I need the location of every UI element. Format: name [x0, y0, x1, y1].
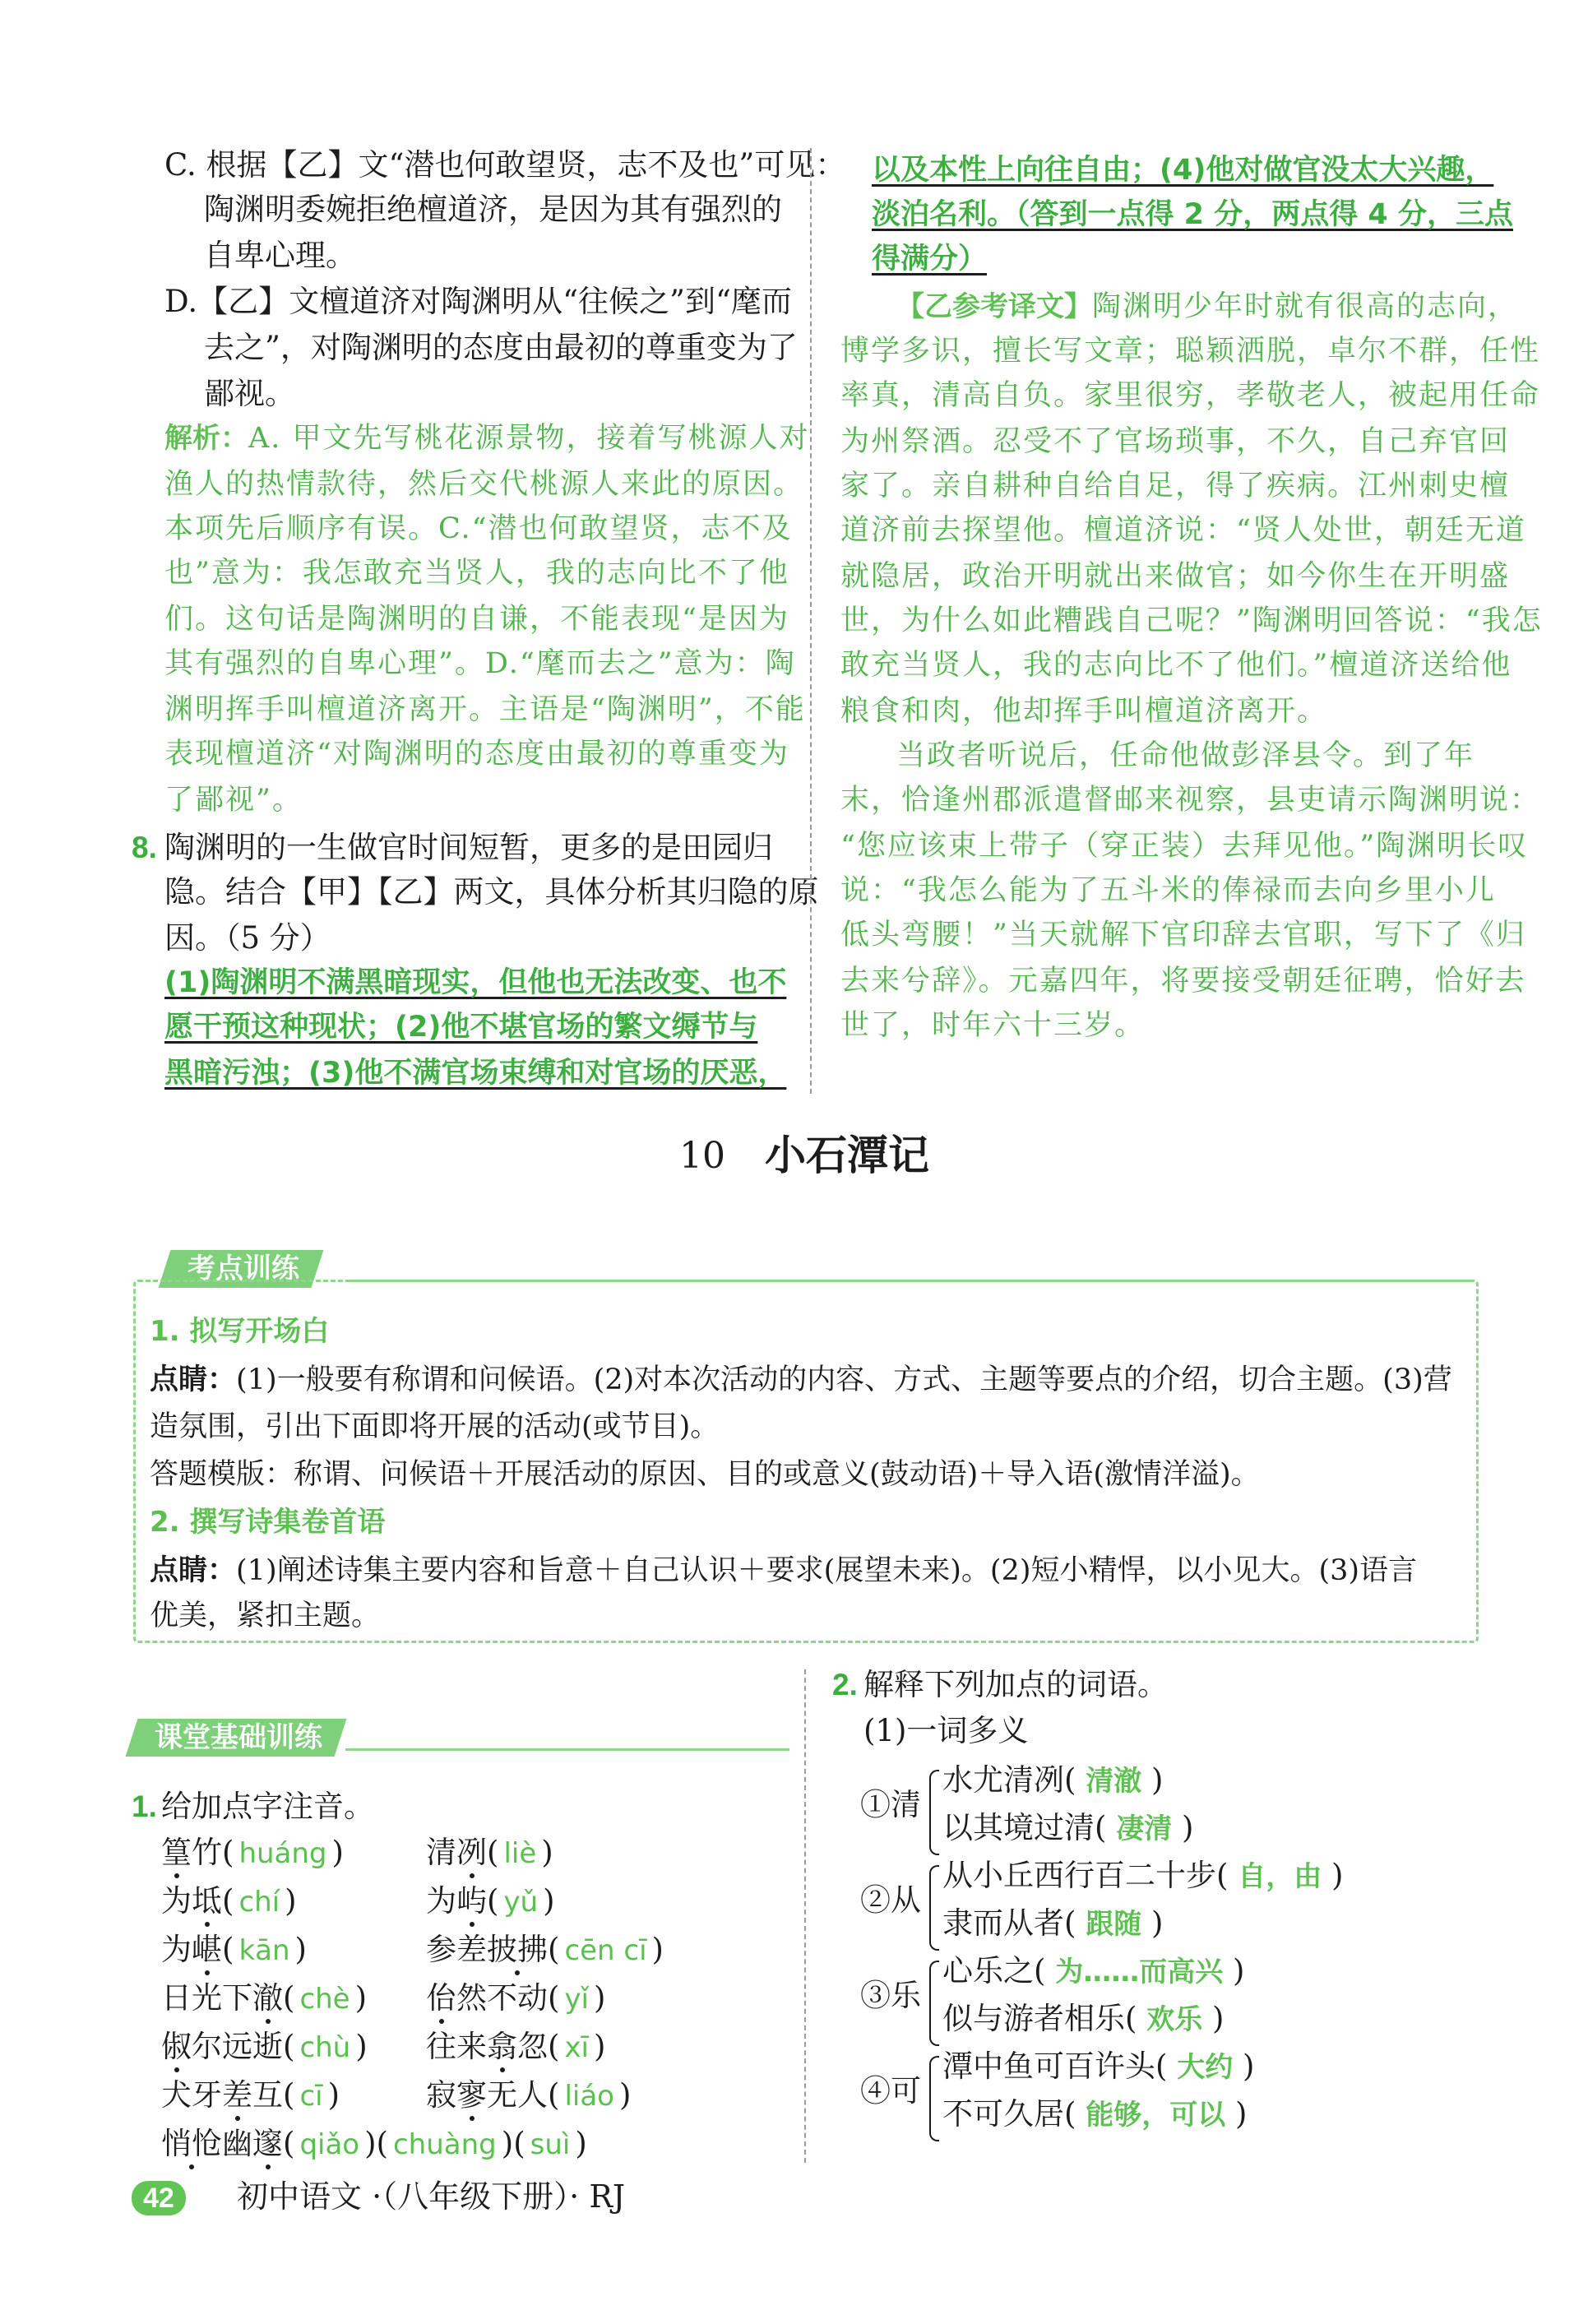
translation-line: 博学多识，擅长写文章；聪颖洒脱，卓尔不群，任性 [840, 335, 1541, 368]
page-number-badge: 42 [132, 2181, 186, 2215]
paren-close: ) [501, 2126, 514, 2161]
word-part: 为 [161, 1932, 192, 1967]
polysemy-sentence: 隶而从者 [942, 1905, 1064, 1941]
question-8-line3: 因。（5 分） [164, 920, 331, 956]
question-2-sub: (1)一词多义 [863, 1713, 1029, 1748]
pinyin-answer: kān [238, 1934, 290, 1967]
paren-close: ) [1172, 1810, 1194, 1845]
dotted-character: 篁 [161, 1835, 192, 1870]
paren-open: ( [283, 2126, 295, 2161]
polysemy-item [942, 1812, 1193, 1843]
polysemy-item [942, 2049, 1255, 2084]
polysemy-answer: 为……而高兴 [1055, 1956, 1224, 1988]
paren-close: ) [1141, 1762, 1164, 1798]
pinyin-answer: chè [299, 1983, 350, 2016]
paren-open: ( [548, 1932, 560, 1967]
paren-close: ) [575, 2126, 587, 2161]
polysemy-label: ④可 [860, 2073, 921, 2109]
translation-line: 世，为什么如此糟践自己呢？”陶渊明回答说：“我怎 [840, 604, 1543, 637]
polysemy-answer: 跟随 [1086, 1908, 1142, 1941]
polysemy-sentence: 水尤清冽 [942, 1762, 1064, 1798]
option-d-line1: D.【乙】文檀道济对陶渊明从“往候之”到“麾而 [164, 284, 792, 319]
dotted-character: 澈 [252, 1980, 283, 2016]
polysemy-label: ①清 [860, 1787, 921, 1822]
paren-close: ) [364, 2126, 377, 2161]
kaodian-p2-line1 [150, 1553, 1418, 1587]
option-c-line2: 陶渊明委婉拒绝檀道济，是因为其有强烈的 [204, 192, 782, 227]
question-2-text: 解释下列加点的词语。 [863, 1667, 1168, 1702]
polysemy-label: ②从 [860, 1882, 921, 1918]
paren-open: ( [376, 2126, 388, 2161]
kaodian-text: (1)阐述诗集主要内容和旨意＋自己认识＋要求(展望未来)。(2)短小精悍，以小见大。(3)语言 [236, 1554, 1418, 1587]
brace-bracket [929, 1865, 939, 1951]
option-c-line1: C. 根据【乙】文“潜也何敢望贤，志不及也”可见： [164, 147, 846, 183]
paren-close: ) [1225, 2096, 1248, 2132]
paren-open: ( [513, 2126, 525, 2161]
paren-open: ( [1064, 2096, 1086, 2132]
paren-close: ) [618, 2077, 632, 2113]
translation-first-line [896, 290, 1519, 323]
paren-open: ( [1034, 1953, 1056, 1988]
pinyin-answer-group [222, 1835, 344, 1870]
pinyin-answer: cēn cī [564, 1934, 647, 1967]
paren-open: ( [283, 2029, 295, 2064]
dianjing-label: 点睛： [150, 1363, 237, 1396]
answer-continued: 得满分） [872, 243, 988, 275]
question-2-number: 2. [832, 1668, 858, 1701]
translation-line: 率真，清高自负。家里很穷，孝敬老人，被起用任命 [840, 379, 1541, 412]
word-part: 竹 [192, 1835, 222, 1870]
lesson-title: 小石潭记 [765, 1132, 929, 1179]
paren-open: ( [283, 1980, 295, 2016]
word-part: 互 [252, 2077, 283, 2113]
pinyin-item [161, 1837, 344, 1868]
word-part: 然不动 [456, 1980, 548, 2016]
pinyin-answer: liè [503, 1837, 537, 1870]
word-part: 忽 [517, 2029, 548, 2064]
polysemy-answer: 自，由 [1238, 1860, 1322, 1893]
option-c-line3: 自卑心理。 [204, 238, 356, 273]
dianjing-label: 点睛： [150, 1553, 237, 1587]
option-d-line3: 鄙视。 [204, 376, 295, 411]
question-8-line1: 陶渊明的一生做官时间短暂，更多的是田园归 [164, 830, 773, 865]
paren-close: ) [651, 1932, 664, 1967]
paren-open: ( [1064, 1905, 1086, 1941]
translation-line: 低头弯腰！”当天就解下官印辞去官职，写下了《归 [840, 919, 1526, 951]
paren-close: ) [1322, 1858, 1344, 1893]
translation-line: 道济前去探望他。檀道济说：“贤人处世，朝廷无道 [840, 514, 1526, 547]
paren-close: ) [331, 1835, 344, 1870]
brace-bracket [929, 1961, 939, 2046]
kaodian-template: 答题模版：称谓、问候语＋开展活动的原因、目的或意义(鼓动语)＋导入语(激情洋溢)。 [150, 1458, 1260, 1491]
paren-close: ) [1223, 1953, 1245, 1988]
dotted-character: 披拂 [487, 1932, 548, 1967]
polysemy-item [942, 2003, 1224, 2034]
paren-close: ) [541, 1835, 553, 1870]
polysemy-answer: 欢乐 [1146, 2003, 1203, 2036]
paren-open: ( [1125, 2001, 1147, 2036]
answer-continued: 淡泊名利。（答到一点得 2 分，两点得 4 分，三点 [872, 198, 1513, 231]
lesson-number: 10 [679, 1135, 725, 1177]
polysemy-answer: 清澈 [1086, 1765, 1142, 1798]
option-d-line2: 去之”，对陶渊明的态度由最初的尊重变为了 [204, 330, 798, 365]
paren-open: ( [1095, 1810, 1117, 1845]
answer-continued: 以及本性上向往自由；(4)他对做官没太大兴趣， [872, 154, 1494, 187]
paren-close: ) [1233, 2049, 1255, 2084]
pinyin-item [161, 2031, 368, 2062]
pinyin-answer-group [548, 2077, 631, 2113]
word-part: 日光下 [161, 1980, 252, 2016]
pinyin-answer-group [222, 1932, 307, 1967]
word-part: 犬牙 [161, 2077, 222, 2113]
dotted-character: 寥 [456, 2077, 487, 2113]
ketang-tag [126, 1719, 347, 1757]
pinyin-answer-group [548, 1932, 664, 1967]
polysemy-answer: 大约 [1177, 2051, 1234, 2084]
pinyin-item [426, 2031, 605, 2062]
paren-open: ( [548, 2029, 560, 2064]
polysemy-item [942, 1905, 1164, 1941]
question-8-answer: 愿干预这种现状；(2)他不堪官场的繁文缛节与 [164, 1011, 758, 1044]
polysemy-item [942, 1762, 1164, 1798]
translation-line: 粮食和肉，他却挥手叫檀道济离开。 [840, 695, 1328, 728]
word-part: 为 [426, 1883, 456, 1919]
polysemy-sentence: 似与游者相乐 [942, 2001, 1125, 2036]
question-8-answer: (1)陶渊明不满黑暗现实，但他也无法改变、也不 [164, 966, 787, 999]
question-1-text: 给加点字注音。 [161, 1789, 374, 1824]
question-8-number: 8. [132, 831, 157, 864]
paren-close: ) [327, 2077, 340, 2113]
kaodian-heading-1: 1. 拟写开场白 [150, 1315, 330, 1348]
pinyin-item [161, 1883, 297, 1919]
pinyin-answer-group [283, 2077, 340, 2113]
paren-close: ) [543, 1883, 555, 1919]
jiexi-line: 表现檀道济“对陶渊明的态度由最初的尊重变为 [164, 738, 789, 771]
jiexi-line: A. 甲文先写桃花源景物，接着写桃源人对 [248, 422, 810, 455]
dotted-character: 差 [222, 2077, 252, 2113]
dotted-character: 俶 [161, 2029, 192, 2064]
paren-open: ( [222, 1932, 234, 1967]
ketang-tag-line [345, 1748, 789, 1751]
pinyin-item [426, 1934, 664, 1965]
word-part: 参差 [426, 1932, 487, 1967]
ketang-tag-label: 课堂基础训练 [155, 1721, 322, 1754]
kaodian-heading-2: 2. 撰写诗集卷首语 [150, 1506, 386, 1539]
pinyin-answer-group [283, 2126, 377, 2161]
pinyin-answer-group [513, 2126, 587, 2161]
pinyin-answer: yǐ [564, 1983, 590, 2016]
pinyin-item [426, 2077, 632, 2113]
pinyin-item [426, 1837, 553, 1868]
pinyin-item [161, 2128, 587, 2159]
polysemy-item [942, 1953, 1245, 1988]
word-part: 幽 [222, 2126, 252, 2161]
word-part: 尔远逝 [192, 2029, 283, 2064]
brace-bracket [929, 1770, 939, 1855]
pinyin-answer: cī [299, 2080, 323, 2113]
translation-line: 当政者听说后，任命他做彭泽县令。到了年 [896, 739, 1475, 772]
polysemy-label: ③乐 [860, 1978, 921, 2013]
pinyin-answer: huáng [238, 1837, 327, 1870]
paren-close: ) [285, 1883, 297, 1919]
pinyin-item [161, 1980, 368, 2016]
paren-open: ( [487, 1883, 499, 1919]
pinyin-answer-group [283, 2029, 368, 2064]
pinyin-answer-group [487, 1835, 553, 1870]
dotted-character: 嵁 [192, 1932, 222, 1967]
jiexi-block [164, 424, 810, 453]
dotted-character: 佁 [426, 1980, 456, 2016]
paren-open: ( [1216, 1858, 1238, 1893]
translation-line: 为州祭酒。忍受不了官场琐事，不久，自己弃官回 [840, 425, 1511, 458]
paren-open: ( [548, 2077, 560, 2113]
pinyin-answer: qiǎo [299, 2128, 360, 2161]
paren-open: ( [222, 1835, 234, 1870]
paren-close: ) [354, 1980, 368, 2016]
translation-line: 末，恰逢州郡派遣督邮来视察，县吏请示陶渊明说： [840, 784, 1541, 817]
jiexi-line: 了鄙视”。 [164, 784, 303, 817]
dotted-character: 冽 [456, 1835, 487, 1870]
pinyin-answer: chí [238, 1886, 280, 1919]
kaodian-tag-label: 考点训练 [188, 1252, 299, 1285]
paren-open: ( [487, 1835, 499, 1870]
word-part: 往来 [426, 2029, 487, 2064]
jiexi-line: 们。这句话是陶渊明的自谦，不能表现“是因为 [164, 603, 789, 636]
paren-close: ) [594, 1980, 606, 2016]
pinyin-answer: chù [299, 2031, 351, 2064]
pinyin-answer: xī [564, 2031, 590, 2064]
dotted-character: 坻 [192, 1883, 222, 1919]
jiexi-line: 渔人的热情款待，然后交代桃源人来此的原因。 [164, 468, 804, 501]
pinyin-answer-group [548, 1980, 605, 2016]
footer-title: 初中语文 ·（八年级下册）· RJ [237, 2178, 626, 2215]
jiexi-line: 其有强烈的自卑心理”。D.“麾而去之”意为：陶 [164, 647, 796, 680]
dotted-character: 翕 [487, 2029, 517, 2064]
polysemy-sentence: 从小丘西行百二十步 [942, 1858, 1216, 1893]
polysemy-sentence: 心乐之 [942, 1953, 1034, 1988]
dotted-character: 悄怆 [161, 2126, 222, 2161]
translation-line: 家了。亲自耕种自给自足，得了疾病。江州刺史檀 [840, 470, 1511, 502]
translation-line: 世了，时年六十三岁。 [840, 1009, 1146, 1042]
polysemy-answer: 能够，可以 [1086, 2099, 1226, 2132]
polysemy-sentence: 不可久居 [942, 2096, 1064, 2132]
translation-line: 陶渊明少年时就有很高的志向， [1092, 290, 1519, 323]
paren-open: ( [283, 2077, 295, 2113]
polysemy-item [942, 1860, 1343, 1891]
pinyin-item [426, 1980, 606, 2016]
paren-open: ( [222, 1883, 234, 1919]
jiexi-line: 也”意为：我怎敢充当贤人，我的志向比不了他 [164, 557, 789, 590]
word-part: 清 [426, 1835, 456, 1870]
translation-line: 敢充当贤人，我的志向比不了他们。”檀道济送给他 [840, 649, 1512, 682]
translation-line: “您应该束上带子（穿正装）去拜见他。”陶渊明长叹 [840, 830, 1529, 863]
pinyin-answer: liáo [564, 2080, 614, 2113]
column-divider [810, 148, 812, 1094]
paren-close: ) [594, 2029, 606, 2064]
jiexi-line: 本项先后顺序有误。C.“潜也何敢望贤，志不及 [164, 512, 793, 545]
polysemy-sentence: 潭中鱼可百许头 [942, 2049, 1155, 2084]
translation-line: 就隐居，政治开明就出来做官；如今你生在开明盛 [840, 560, 1511, 593]
dotted-character: 屿 [456, 1883, 487, 1919]
pinyin-answer-group [283, 1980, 367, 2016]
brace-bracket [929, 2056, 939, 2141]
word-part: 无人 [487, 2077, 548, 2113]
jiexi-line: 渊明挥手叫檀道济离开。主语是“陶渊明”，不能 [164, 693, 806, 726]
paren-open: ( [548, 1980, 560, 2016]
kaodian-p1-line2: 造氛围，引出下面即将开展的活动(或节目)。 [150, 1410, 720, 1443]
pinyin-item [426, 1883, 555, 1919]
pinyin-answer: yǔ [503, 1886, 539, 1919]
polysemy-sentence: 以其境过清 [942, 1810, 1095, 1845]
kaodian-p1-line1 [150, 1365, 1452, 1395]
word-part: 寂 [426, 2077, 456, 2113]
question-1-number: 1. [132, 1789, 157, 1823]
word-part: 为 [161, 1883, 192, 1919]
pinyin-item [161, 1934, 307, 1965]
dotted-character: 邃 [252, 2126, 283, 2161]
jiexi-label: 解析： [164, 422, 248, 455]
paren-close: ) [1141, 1905, 1164, 1941]
polysemy-item [942, 2096, 1248, 2132]
pinyin-item [161, 2077, 340, 2113]
pinyin-answer-group [487, 1883, 555, 1919]
bottom-column-divider [804, 1669, 806, 2163]
question-8-line2: 隐。结合【甲】【乙】两文，具体分析其归隐的原 [164, 874, 819, 910]
pinyin-answer: suì [530, 2128, 571, 2161]
translation-label: 【乙参考译文】 [896, 290, 1092, 323]
kaodian-text: (1)一般要有称谓和问候语。(2)对本次活动的内容、方式、主题等要点的介绍，切合主题。(3)营 [236, 1363, 1452, 1396]
translation-line: 去来兮辞》。元嘉四年，将要接受朝廷征聘，恰好去 [840, 965, 1526, 998]
pinyin-answer-group [377, 2126, 514, 2161]
paren-open: ( [1064, 1762, 1086, 1798]
paren-close: ) [355, 2029, 368, 2064]
pinyin-answer-group [222, 1883, 297, 1919]
kaodian-p2-line2: 优美，紧扣主题。 [150, 1599, 381, 1632]
question-8-answer: 黑暗污浊；(3)他不满官场束缚和对官场的厌恶， [164, 1057, 787, 1090]
pinyin-answer: chuàng [392, 2128, 497, 2161]
paren-close: ) [294, 1932, 307, 1967]
pinyin-answer-group [548, 2029, 605, 2064]
paren-close: ) [1202, 2001, 1225, 2036]
paren-open: ( [1155, 2049, 1178, 2084]
translation-line: 说：“我怎么能为了五斗米的俸禄而去向乡里小儿 [840, 874, 1496, 907]
polysemy-answer: 凄清 [1116, 1812, 1173, 1845]
